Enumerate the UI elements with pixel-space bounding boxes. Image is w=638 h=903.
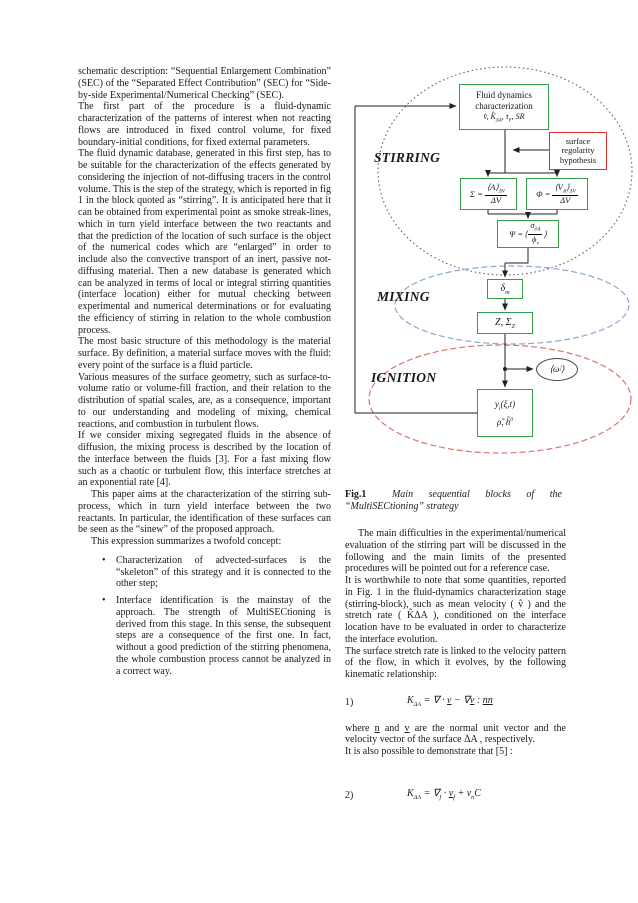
fluid-dynamics-title: Fluid dynamics characterization [475, 90, 533, 111]
bullet-icon: • [102, 554, 106, 566]
paragraph-3: The fluid dynamic database, generated in this first step, has to be suitable for the characterization of the effects generated by considering the injection of not-diffusing tracers in the control volume. This is the step of the strategy, which is reported in fig 1 in the block quoted as “stirring”. It is anticipated here that it can be obtained from experimental point as smoke streak-lines, which in turn yield interface between the two reactants and that the prediction of the location of such surface is the object of the numerical codes which are “enlarged” in order to include also the convective transport of an inert, passive not-diffusing material. Then a new database is generated which can be analyzed in terms of local or integral stirring quantities (interface location) either for mutual checking between experimental and numerical determinations or for evaluating the efficiency of stirring in relation to the whole combustion process. [78, 148, 331, 336]
state-vector-box [477, 389, 533, 437]
bullet-text: Interface identification is the mainstay of the approach. The strength of MultiSECtioning is derived from this stage. In this sense, the subsequent steps are a consequence of the first one. In fact, without a good prediction of the stirring phenomena, the whole combustion process cannot be analyzed in a correct way. [116, 595, 331, 677]
delta-m-box: $\delta_m$ [487, 279, 523, 299]
sigma-lhs: Σ = [469, 189, 483, 199]
fluid-dynamics-symbols: v̂, $K̂_{\Delta A}$, $\tau_F$, SR [483, 112, 525, 124]
paragraph-r4: where n and v are the normal unit vector and the velocity vector of the surface ΔA , respectively. [345, 722, 566, 746]
bullet-text: Characterization of advected-surfaces is the “skeleton” of this strategy and it is connected to the other step; [116, 554, 331, 590]
equation-2-number: 2) [345, 789, 354, 801]
figure-caption-text: Main sequential blocks of the “MultiSECtioning” strategy [345, 489, 562, 513]
equation-2 [345, 788, 566, 804]
paragraph-r3: The surface stretch rate is linked to the velocity pattern of the flow, in which it evolves, by the following kinematic relationship: [345, 645, 566, 680]
list-item [102, 555, 331, 590]
equation-1 [345, 695, 566, 711]
stage-label-mixing: MIXING [377, 289, 430, 304]
phi-lhs: Φ = [536, 189, 551, 199]
state-line-1: $y_i(\xi,t)$ [494, 398, 516, 412]
psi-fraction: $\frac{\sigma_{\partial A}}{\phi_v}$ [530, 220, 541, 247]
paragraph-7: This paper aims at the characterization of the stirring sub-process, which in turn yield interface between the two reactants. In particular, the identification of these surfaces can be seen as the “sinew” of the proposed approach. [78, 489, 331, 536]
paragraph-r2: It is worthwhile to note that some quantities, reported in Fig. 1 in the fluid-dynamics characterization stage (stirring-block), such as mean velocity ( v̂ ) and the stretch rate ( K̂ΔA ), conditioned on the interface location have to be evaluated in order to characterize the interface evolution. [345, 575, 566, 645]
psi-lhs: Ψ = [509, 229, 524, 239]
phi-box [526, 178, 588, 210]
paragraph-1: schematic description: “Sequential Enlargement Combination” (SEC) of the “Separated Effect Contribution” (SEC) for “Side-by-side Experimental/Numerical Checking” (SEC). [78, 66, 331, 101]
paragraph-4: The most basic structure of this methodology is the material surface. By definition, a material surface moves with the fluid: every point of the surface is a fluid particle. [78, 336, 331, 371]
phi-fraction: $\frac{⟨V_A⟩_{\Delta V}}{\Delta V}$ [554, 181, 576, 206]
stage-label-ignition: IGNITION [371, 370, 437, 385]
figure-caption-label: Fig.1 [345, 489, 367, 500]
fluid-dynamics-box [459, 84, 549, 130]
right-column [345, 528, 566, 816]
sigma-box [460, 178, 517, 210]
sigma-fraction: $\frac{⟨A⟩_{\Delta V}}{\Delta V}$ [486, 181, 506, 206]
omega-ellipse: ⟨ω̇ i ⟩ [536, 358, 578, 381]
equation-2-formula: $K_{\Delta A} = \nabla_f \cdot v_f + v_nC$ [407, 787, 481, 801]
paragraph-2: The first part of the procedure is a fluid-dynamic characterization of the patterns of interest when not reacting flows are introduced in fixed control volume, for fixed boundary-initial conditions, for fixed external parameters. [78, 101, 331, 148]
paragraph-8: This expression summarizes a twofold concept: [91, 536, 282, 547]
surface-regularity-box: surface regolarity hypothesis [549, 132, 607, 170]
paragraph-5: Various measures of the surface geometry, such as surface-to-volume ratio or volume-fill fraction, and their relation to the distribution of spatial scales, are, as a consequence, important to our understanding and modeling of mixing, chemical reactions, and combustion in turbulent flows. [78, 371, 331, 430]
psi-box: Ψ = ⟨ $\frac{\sigma_{\partial A}}{\phi_v}$ ⟩ [497, 220, 559, 248]
figure-caption [345, 489, 562, 514]
paragraph-r1: The main difficulties in the experimental/numerical evaluation of the stirring part will be discussed in the following and the main limits of the presented procedures will be pointed out for a reference case. [345, 528, 566, 575]
stage-label-stirring: STIRRING [374, 150, 441, 165]
equation-1-number: 1) [345, 696, 354, 708]
equation-1-formula: $K_{\Delta A}$ = ∇ · v − ∇v : nn [407, 694, 493, 708]
paragraph-r5: It is also possible to demonstrate that [5] : [345, 746, 513, 757]
state-line-2: ρ̂, h̃$^0$ [496, 417, 514, 428]
bullet-list [78, 555, 331, 678]
paragraph-6: If we consider mixing segregated fluids in the absence of diffusion, the mixing process is described by the location of the interface between the fluids [3]. For a fast mixing flow such as a chaotic or turbulent flow, this interface stretches at an exponential rate [4]. [78, 430, 331, 489]
bullet-icon: • [102, 595, 106, 606]
list-item [102, 595, 331, 677]
left-column [78, 66, 331, 677]
z-sigma-box: Z, $\Sigma_Z$ [477, 312, 533, 334]
